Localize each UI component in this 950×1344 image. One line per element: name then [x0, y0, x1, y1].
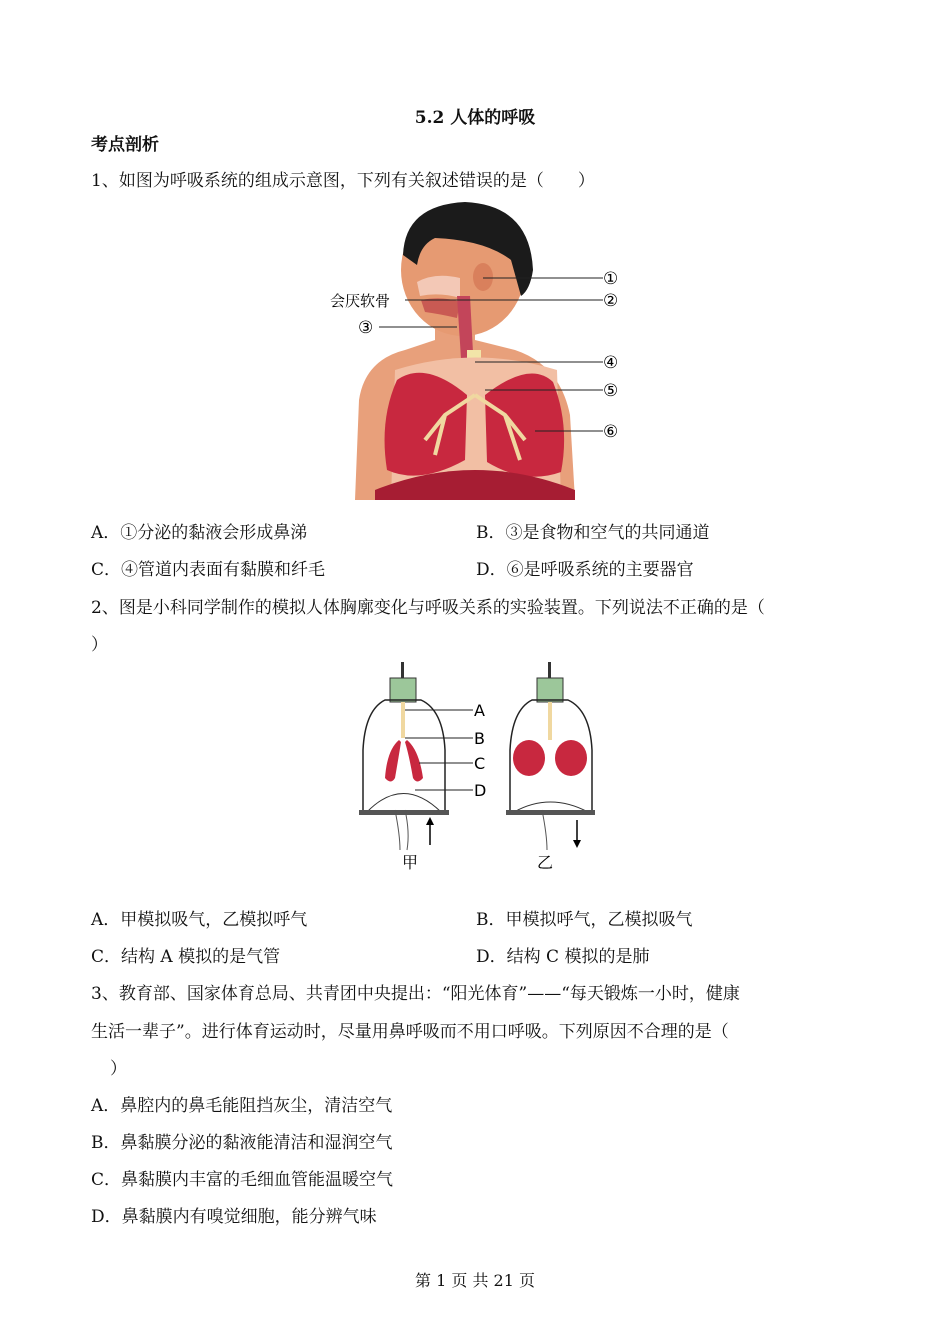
page-footer: 第 1 页 共 21 页	[415, 1271, 535, 1290]
figure-label-3: ③	[358, 318, 374, 338]
stopper-right	[537, 678, 563, 702]
bell-jar-figure	[355, 660, 595, 875]
caption-jia: 甲	[402, 853, 419, 872]
figure-label-1: ①	[603, 269, 619, 289]
membrane-left	[367, 794, 441, 813]
jar-right	[506, 662, 595, 850]
arrow-down-head-right	[573, 840, 581, 848]
q3-stem-line2: 生活一辈子”。进行体育运动时，尽量用鼻呼吸而不用口呼吸。下列原因不合理的是（	[91, 1022, 729, 1042]
left-lung	[385, 373, 467, 476]
figure-label-4: ④	[603, 353, 619, 373]
base-right	[506, 810, 595, 815]
arrow-up-head-left	[426, 817, 434, 825]
q2-stem-line2: ）	[91, 635, 108, 655]
trachea-left	[401, 702, 405, 738]
q3-stem-line3: ）	[110, 1059, 127, 1079]
q2-option-a: A．甲模拟吸气，乙模拟呼气	[91, 910, 308, 930]
balloon-left-1	[385, 740, 401, 782]
figure-label-6: ⑥	[603, 422, 619, 442]
q3-option-a: A．鼻腔内的鼻毛能阻挡灰尘，清洁空气	[91, 1096, 393, 1116]
ear-shape	[473, 263, 493, 291]
jar-left	[359, 662, 449, 850]
q2-option-d: D．结构 C 模拟的是肺	[476, 947, 650, 967]
trachea-right	[548, 702, 552, 740]
q1-option-b: B．③是食物和空气的共同通道	[476, 523, 710, 543]
balloon-right-2	[555, 740, 587, 776]
q3-option-d: D．鼻黏膜内有嗅觉细胞，能分辨气味	[91, 1207, 377, 1227]
q2-option-c: C．结构 A 模拟的是气管	[91, 947, 281, 967]
page-title: 5.2 人体的呼吸	[414, 108, 536, 128]
figure-label-a: A	[474, 701, 485, 720]
balloon-right-1	[513, 740, 545, 776]
figure-label-d: D	[474, 781, 487, 800]
balloon-left-2	[405, 740, 423, 782]
q3-option-c: C．鼻黏膜内丰富的毛细血管能温暖空气	[91, 1170, 394, 1190]
figure-label-2: ②	[603, 291, 619, 311]
base-left	[359, 810, 449, 815]
hand-right	[542, 810, 547, 850]
hand-left	[395, 810, 408, 850]
caption-yi: 乙	[537, 853, 554, 872]
figure-label-5: ⑤	[603, 381, 619, 401]
q2-option-b: B．甲模拟呼气，乙模拟吸气	[476, 910, 693, 930]
q2-stem-line1: 2、图是小科同学制作的模拟人体胸廓变化与呼吸关系的实验装置。下列说法不正确的是（	[91, 598, 765, 618]
respiratory-system-figure	[325, 200, 635, 500]
figure-label-c: C	[474, 754, 486, 773]
q1-option-a: A．①分泌的黏液会形成鼻涕	[91, 523, 308, 543]
stopper-left	[390, 678, 416, 702]
q3-option-b: B．鼻黏膜分泌的黏液能清洁和湿润空气	[91, 1133, 393, 1153]
q1-option-d: D．⑥是呼吸系统的主要器官	[476, 560, 694, 580]
right-lung	[485, 374, 564, 477]
q1-stem: 1、如图为呼吸系统的组成示意图，下列有关叙述错误的是（ ）	[91, 171, 595, 191]
figure-label-b: B	[474, 729, 485, 748]
q1-option-c: C．④管道内表面有黏膜和纤毛	[91, 560, 326, 580]
q3-stem-line1: 3、教育部、国家体育总局、共青团中央提出：“阳光体育”——“每天锻炼一小时，健康	[91, 984, 740, 1004]
section-heading: 考点剖析	[91, 135, 159, 155]
figure-label-epiglottis: 会厌软骨	[330, 292, 391, 310]
